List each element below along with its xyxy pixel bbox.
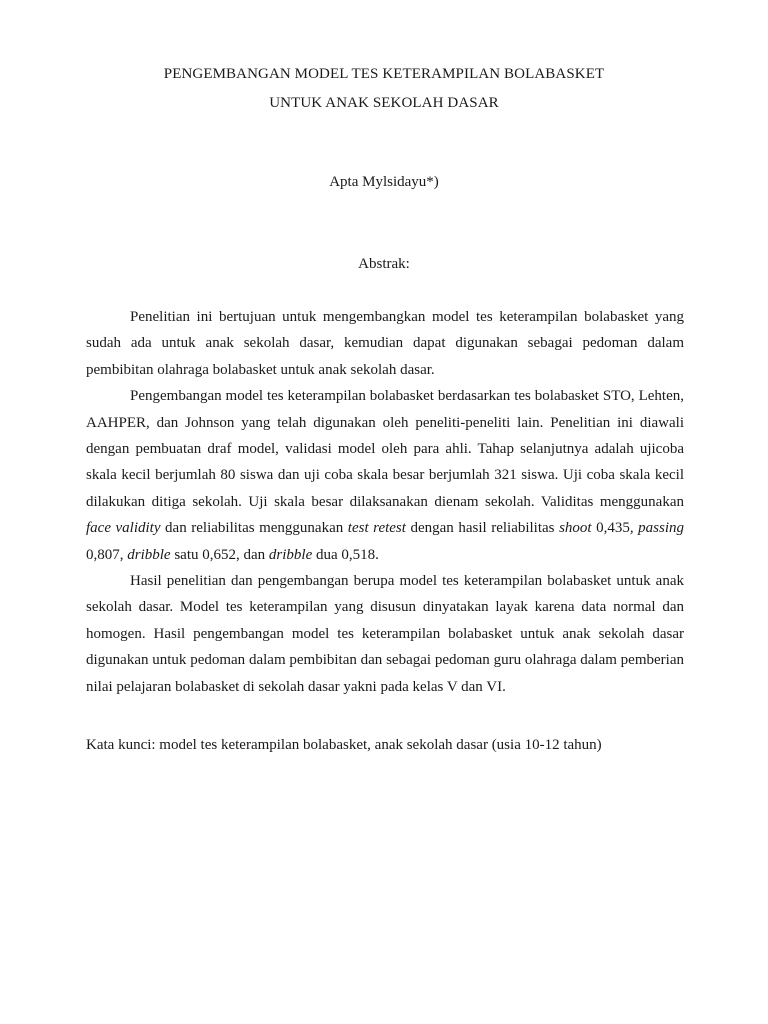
title-line-1: PENGEMBANGAN MODEL TES KETERAMPILAN BOLABASKET bbox=[163, 66, 605, 82]
italic-term: test retest bbox=[347, 520, 406, 537]
italic-term: face validity bbox=[86, 520, 161, 537]
text-segment: satu 0,652, dan bbox=[170, 546, 269, 563]
author-name: Apta Mylsidayu*) bbox=[329, 174, 439, 190]
italic-term: dribble bbox=[127, 546, 171, 563]
abstract-paragraph-3: Hasil penelitian dan pengembangan berupa model tes keterampilan bolabasket untuk anak sekolah dasar. Model tes keterampilan yang disusun dinyatakan layak karena data normal dan homogen. Hasil pengembangan model tes keterampilan bolabasket untuk anak sekolah dasar digunakan untuk pedoman dalam pembibitan dan sebagai pedoman guru olahraga dalam pemberian nilai pelajaran bolabasket di sekolah dasar yakni pada kelas V dan VI. bbox=[86, 573, 684, 695]
text-segment: dengan hasil reliabilitas bbox=[405, 520, 560, 537]
abstract-heading: Abstrak: bbox=[358, 256, 410, 272]
italic-term: dribble bbox=[268, 546, 313, 563]
text-segment: Pengembangan model tes keterampilan bolabasket berdasarkan tes bolabasket STO, Lehten, AAHPER, dan Johnson yang telah digunakan oleh peneliti-peneliti lain. Penelitian ini diawali dengan pembuatan draf model, validasi model oleh para ahli. Tahap selanjutnya adalah ujicoba skala kecil berjumlah 80 siswa dan uji coba skala besar berjumlah 321 siswa. Uji coba skala kecil dilakukan ditiga sekolah. Uji skala besar dilaksanakan dienam sekolah. Validitas menggunakan bbox=[86, 388, 684, 510]
abstract-paragraph-2 bbox=[86, 383, 684, 568]
abstract-body bbox=[86, 304, 684, 700]
text-segment: 0,435, bbox=[591, 520, 639, 537]
italic-term: shoot bbox=[559, 520, 592, 537]
text-segment: dan reliabilitas menggunakan bbox=[160, 520, 348, 537]
text-segment: 0,807, bbox=[86, 546, 128, 563]
italic-term: passing bbox=[638, 520, 685, 537]
title-line-2: UNTUK ANAK SEKOLAH DASAR bbox=[269, 95, 499, 111]
text-segment: dua 0,518. bbox=[312, 546, 379, 563]
keywords-line: Kata kunci: model tes keterampilan bolabasket, anak sekolah dasar (usia 10-12 tahun) bbox=[86, 737, 602, 753]
abstract-paragraph-1: Penelitian ini bertujuan untuk mengembangkan model tes keterampilan bolabasket yang sudah ada untuk anak sekolah dasar, kemudian dapat digunakan sebagai pedoman dalam pembibitan olahraga bolabasket untuk anak sekolah dasar. bbox=[86, 309, 684, 378]
